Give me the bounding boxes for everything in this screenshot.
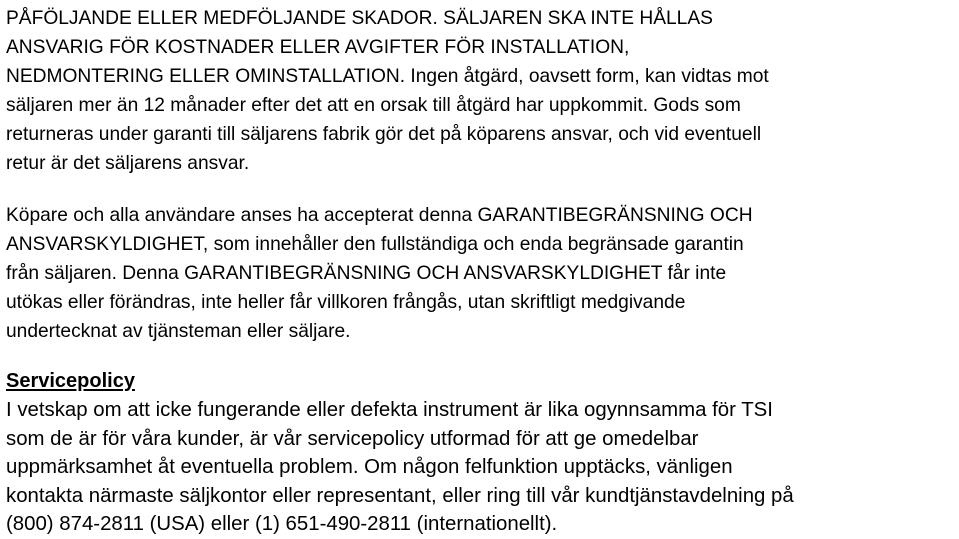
paragraph-line: retur är det säljarens ansvar. — [6, 153, 250, 174]
service-policy-section — [6, 367, 956, 539]
paragraph-line: (800) 874-2811 (USA) eller (1) 651-490-2811 (internationellt). — [6, 513, 558, 536]
paragraph-line: Köpare och alla användare anses ha accepterat denna GARANTIBEGRÄNSNING OCH — [6, 205, 753, 226]
paragraph-line: NEDMONTERING ELLER OMINSTALLATION. Ingen åtgärd, oavsett form, kan vidtas mot — [6, 66, 769, 87]
paragraph-line: säljaren mer än 12 månader efter det att en orsak till åtgärd har uppkommit. Gods som — [6, 95, 741, 116]
paragraph-line: som de är för våra kunder, är vår servicepolicy utformad för att ge omedelbar — [6, 427, 699, 450]
paragraph-line: PÅFÖLJANDE ELLER MEDFÖLJANDE SKADOR. SÄLJAREN SKA INTE HÅLLAS — [6, 8, 713, 29]
limitation-terms-paragraph — [6, 201, 956, 346]
paragraph-line: I vetskap om att icke fungerande eller defekta instrument är lika ogynnsamma för TSI — [6, 399, 773, 421]
paragraph-line: från säljaren. Denna GARANTIBEGRÄNSNING OCH ANSVARSKYLDIGHET får inte — [6, 263, 727, 284]
paragraph-line: ANSVARSKYLDIGHET, som innehåller den fullständiga och enda begränsade garantin — [6, 234, 744, 255]
paragraph-line: uppmärksamhet åt eventuella problem. Om någon felfunktion upptäcks, vänligen — [6, 456, 733, 479]
paragraph-line: returneras under garanti till säljarens fabrik gör det på köparens ansvar, och vid eventuell — [6, 124, 762, 145]
document-page — [6, 4, 956, 539]
paragraph-line: kontakta närmaste säljkontor eller representant, eller ring till vår kundtjänstavdelning på — [6, 484, 794, 507]
warranty-disclaimer-paragraph — [6, 4, 956, 178]
paragraph-line: undertecknat av tjänsteman eller säljare. — [6, 321, 351, 342]
paragraph-line: utökas eller förändras, inte heller får villkoren frångås, utan skriftligt medgivande — [6, 292, 686, 313]
paragraph-line: ANSVARIG FÖR KOSTNADER ELLER AVGIFTER FÖR INSTALLATION, — [6, 37, 630, 58]
section-heading: Servicepolicy — [6, 370, 135, 392]
